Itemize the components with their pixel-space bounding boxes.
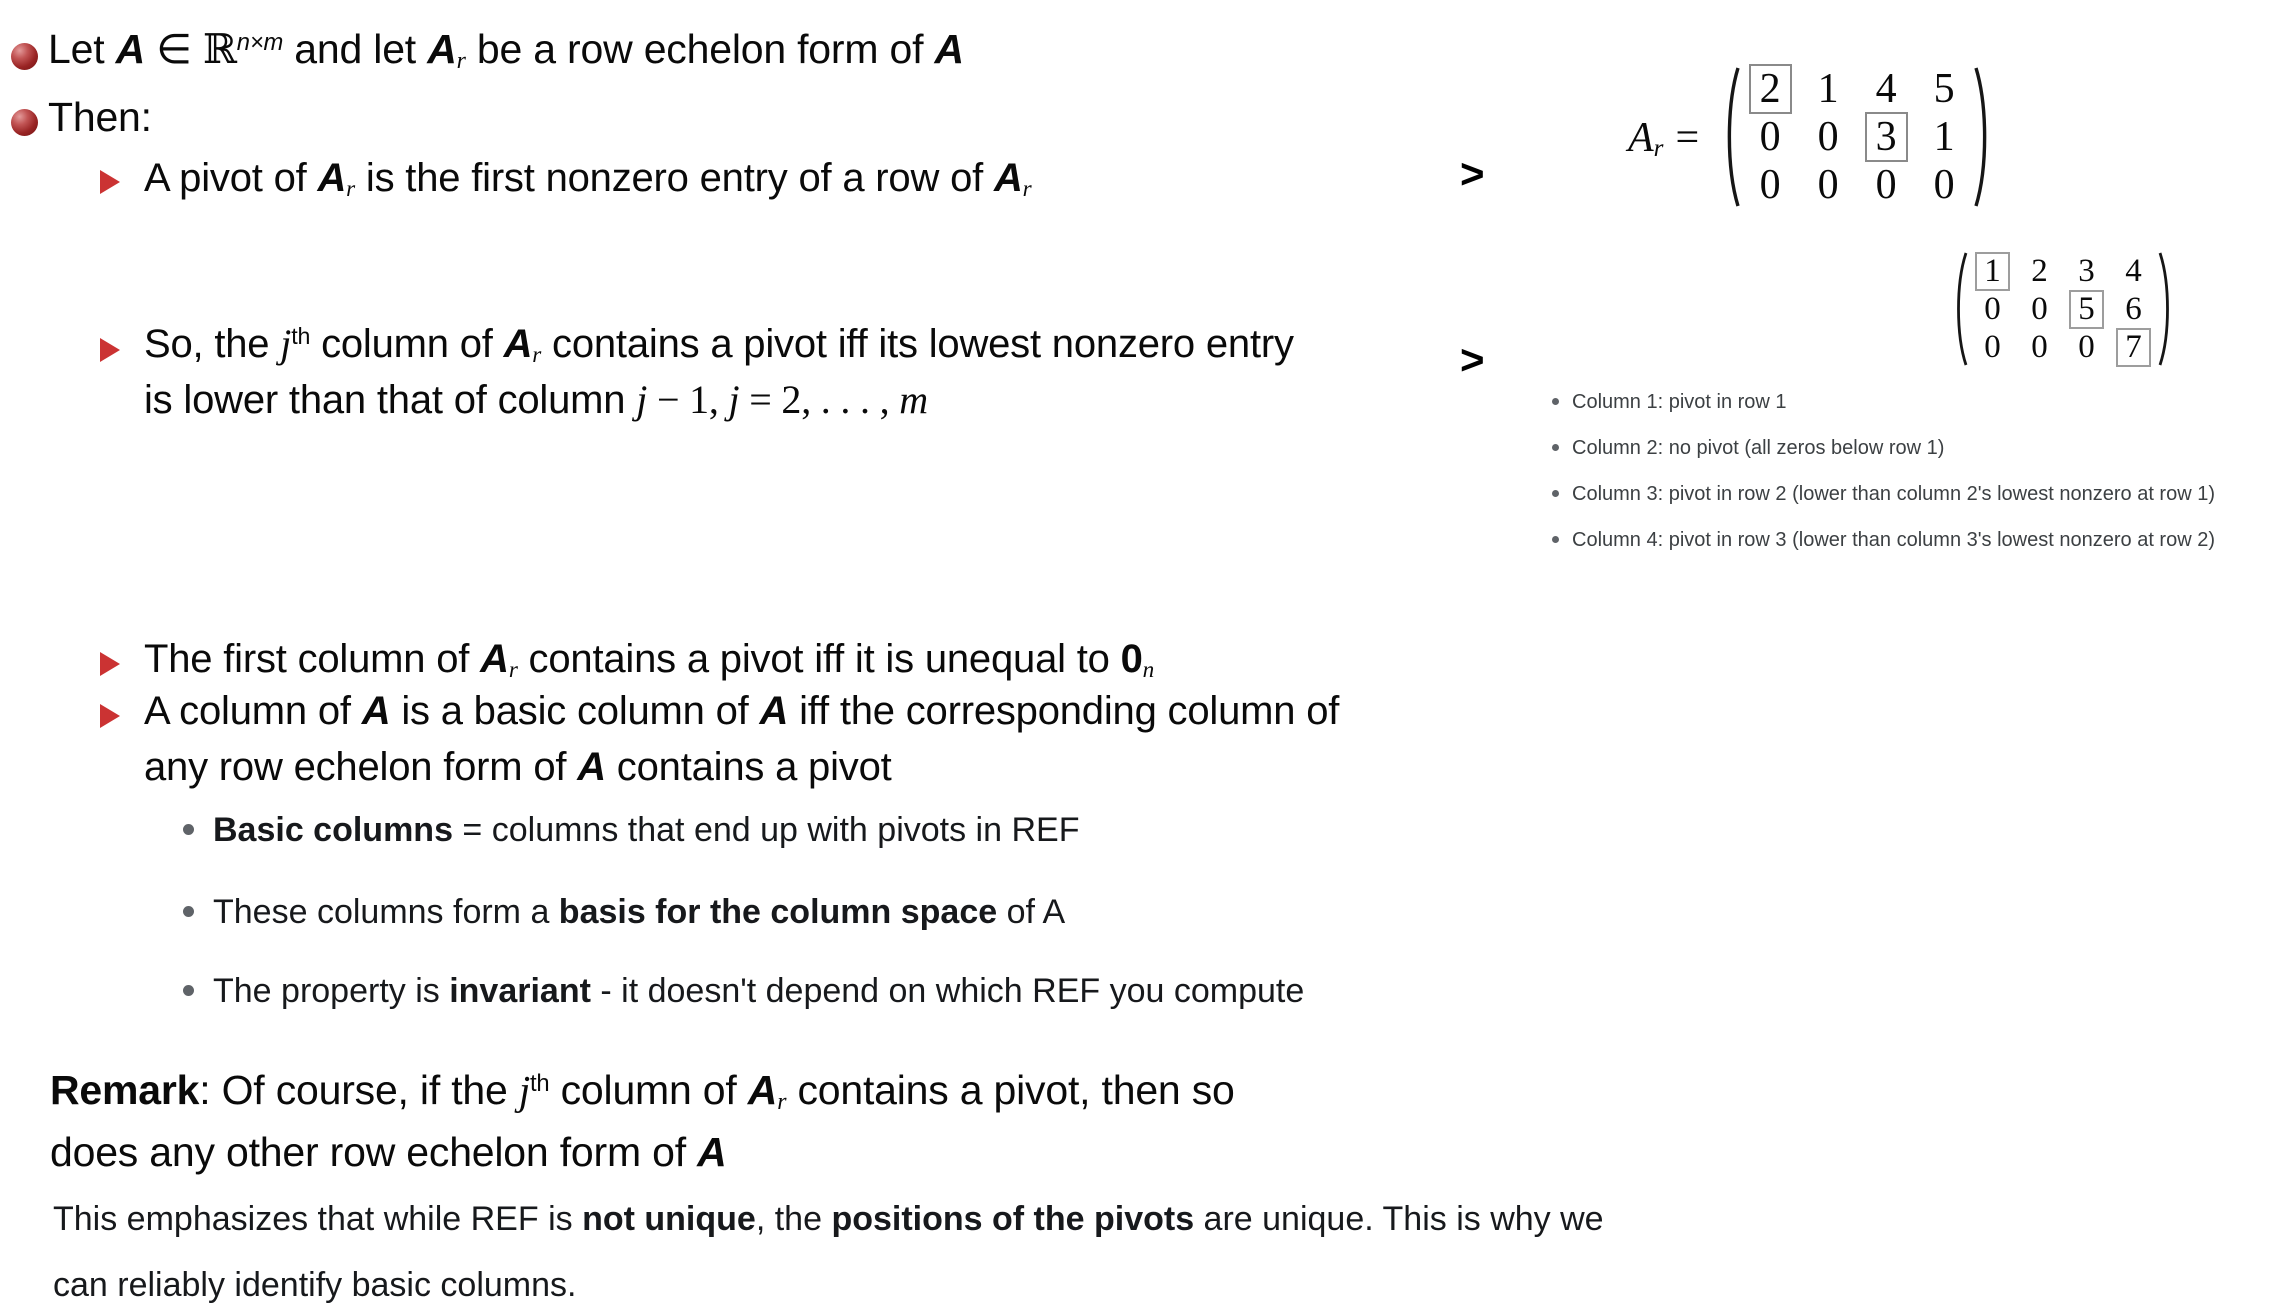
matrix-cell: 6 (2125, 290, 2142, 327)
matrix-cell: 0 (1759, 114, 1781, 160)
note-basis-column-space: These columns form a basis for the column space of A (213, 893, 1066, 931)
matrix-label-var: A (1628, 114, 1654, 161)
matrix-ar (1741, 65, 1973, 209)
bullet-ball-icon (11, 43, 38, 70)
matrix-cell: 4 (2125, 252, 2142, 289)
matrix-example (1969, 252, 2157, 366)
paren-left-icon (1953, 250, 1969, 368)
bullet-then: Then: (48, 94, 152, 140)
list-item: Column 2: no pivot (all zeros below row 1) (1550, 436, 2215, 460)
matrix-cell: 4 (1875, 66, 1897, 112)
matrix-cell: 1 (1817, 66, 1839, 112)
bullet-dot-icon (183, 985, 194, 996)
bullet-triangle-icon (100, 704, 120, 728)
matrix-cell: 0 (1875, 162, 1897, 208)
matrix-cell: 0 (1984, 290, 2001, 327)
matrix-cell: 5 (2069, 290, 2104, 329)
matrix-cell: 2 (2031, 252, 2048, 289)
matrix-cell: 3 (2078, 252, 2095, 289)
annotation-arrow-icon: > (1460, 336, 1485, 383)
matrix-cell: 0 (1984, 328, 2001, 365)
list-item: Column 4: pivot in row 3 (lower than column 3's lowest nonzero at row 2) (1550, 528, 2215, 552)
matrix-cell: 0 (1817, 114, 1839, 160)
sub-bullet-first-column: The first column of $A_r$ contains a pivot iff it is unequal to $0_n$ (144, 637, 1155, 684)
matrix-cell: 1 (1975, 252, 2010, 291)
bullet-triangle-icon (100, 338, 120, 362)
note-invariant: The property is invariant - it doesn't depend on which REF you compute (213, 972, 1305, 1010)
paren-right-icon (1973, 64, 1991, 210)
matrix-cell: 1 (1933, 114, 1955, 160)
matrix-cell: 0 (1759, 162, 1781, 208)
sub-bullet-pivot-definition: A pivot of $A_r$ is the first nonzero entry of a row of $A_r$ (144, 156, 1032, 203)
matrix-label (1628, 113, 1699, 162)
bullet-ball-icon (11, 109, 38, 136)
matrix-cell: 0 (1933, 162, 1955, 208)
matrix-cell: 0 (2031, 290, 2048, 327)
equals-sign: = (1675, 114, 1700, 161)
matrix-label-sub: r (1653, 135, 1664, 163)
matrix-cell: 0 (2031, 328, 2048, 365)
annotation-arrow-icon: > (1460, 150, 1485, 197)
bullet-let-a: Let A ∈ ℝ$^{n\times m}$ and let $A_r$ be a row echelon form of A (48, 26, 964, 75)
paren-right-icon (2157, 250, 2173, 368)
bullet-dot-icon (183, 906, 194, 917)
bullet-triangle-icon (100, 652, 120, 676)
list-item: Column 1: pivot in row 1 (1550, 390, 2215, 414)
matrix-ar-block (1628, 64, 1991, 210)
paren-left-icon (1723, 64, 1741, 210)
matrix-example-block (1953, 250, 2173, 368)
footnote-paragraph: This emphasizes that while REF is not unique, the positions of the pivots are unique. This is why we can reliably identify basic columns. (53, 1200, 1604, 1304)
matrix-cell: 0 (2078, 328, 2095, 365)
remark-paragraph: Remark: Of course, if the $j^{th}$ column of $A_r$ contains a pivot, then so does any other row echelon form of A (50, 1067, 1235, 1175)
bullet-triangle-icon (100, 170, 120, 194)
column-note-list (1550, 390, 2215, 574)
matrix-cell: 2 (1749, 64, 1792, 114)
list-item: Column 3: pivot in row 2 (lower than column 2's lowest nonzero at row 1) (1550, 482, 2215, 506)
matrix-cell: 3 (1865, 112, 1908, 162)
sub-bullet-pivot-column-condition: So, the $j^{th}$ column of $A_r$ contains a pivot iff its lowest nonzero entry is lower than that of column j − 1, j = 2, . . . , m (144, 321, 1294, 422)
matrix-cell: 7 (2116, 328, 2151, 367)
sub-bullet-basic-column-definition: A column of A is a basic column of A iff the corresponding column of any row echelon form of A contains a pivot (144, 689, 1340, 789)
matrix-cell: 0 (1817, 162, 1839, 208)
bullet-dot-icon (183, 824, 194, 835)
matrix-cell: 5 (1933, 66, 1955, 112)
note-basic-columns: Basic columns = columns that end up with pivots in REF (213, 811, 1080, 849)
